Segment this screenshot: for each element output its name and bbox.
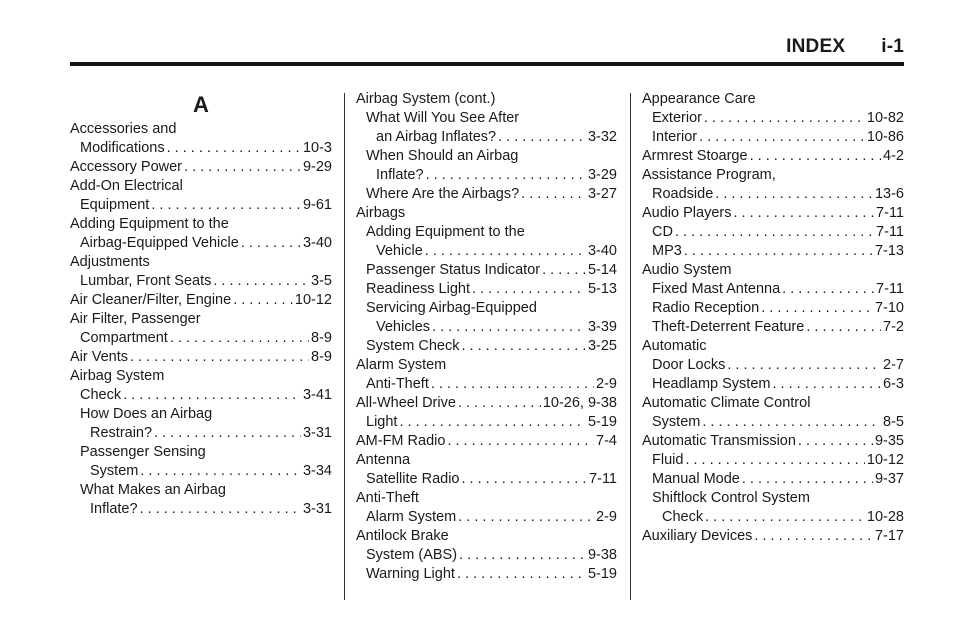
index-entry — [70, 500, 332, 519]
index-entry — [356, 166, 617, 185]
page-reference: 9-37 — [874, 471, 904, 487]
dot-leader — [459, 546, 586, 565]
entry-text: Audio Players — [642, 205, 732, 221]
dot-leader — [458, 394, 541, 413]
dot-leader — [447, 432, 594, 451]
index-entry — [70, 424, 332, 443]
index-entry — [356, 565, 617, 584]
index-heading: Airbag System — [70, 368, 165, 384]
dot-leader — [461, 337, 585, 356]
dot-leader — [184, 158, 301, 177]
entry-text: Manual Mode — [652, 471, 740, 487]
index-entry — [356, 470, 617, 489]
page-reference: 3-40 — [587, 243, 617, 259]
entry-text: Where Are the Airbags? — [366, 186, 520, 202]
entry-text: MP3 — [652, 243, 682, 259]
index-entry — [642, 128, 904, 147]
page-reference: 5-14 — [587, 262, 617, 278]
index-entry — [642, 242, 904, 261]
entry-text: Readiness Light — [366, 281, 470, 297]
index-entry — [642, 470, 904, 489]
entry-text: Armrest Stoarge — [642, 148, 748, 164]
page-reference: 7-11 — [589, 471, 617, 487]
entry-text: Interior — [652, 129, 698, 145]
page-reference: 7-17 — [874, 528, 904, 544]
dot-leader — [685, 451, 864, 470]
page-reference: 5-13 — [587, 281, 617, 297]
index-heading: Appearance Care — [642, 91, 756, 107]
dot-leader — [684, 242, 873, 261]
index-entry — [356, 261, 617, 280]
page-reference: 10-28 — [866, 509, 904, 525]
index-heading: Adjustments — [70, 254, 150, 270]
page-reference: 2-7 — [883, 357, 904, 373]
entry-text: System — [652, 414, 701, 430]
index-heading: Anti-Theft — [356, 490, 419, 506]
entry-text: Inflate? — [90, 501, 138, 517]
page-reference: 8-9 — [311, 349, 332, 365]
index-entry — [356, 508, 617, 527]
entry-text: Vehicles — [376, 319, 431, 335]
entry-text: Theft-Deterrent Feature — [652, 319, 805, 335]
index-column-2 — [356, 90, 617, 584]
page-reference: 3-25 — [587, 338, 617, 354]
index-entry — [356, 185, 617, 204]
entry-text: Fixed Mast Antenna — [652, 281, 781, 297]
index-entry — [642, 299, 904, 318]
entry-text: Fluid — [652, 452, 684, 468]
dot-leader — [704, 109, 865, 128]
index-heading: Adding Equipment to the — [366, 224, 525, 240]
page-reference: 7-11 — [876, 224, 904, 240]
index-heading: Add-On Electrical — [70, 178, 183, 194]
index-column-1 — [70, 90, 332, 519]
entry-text: System (ABS) — [366, 547, 458, 563]
page-header — [786, 36, 904, 58]
entry-text: Roadside — [652, 186, 714, 202]
index-heading: Airbag System (cont.) — [356, 91, 496, 107]
dot-leader — [727, 356, 881, 375]
dot-leader — [431, 375, 594, 394]
dot-leader — [462, 470, 588, 489]
index-entry — [642, 527, 904, 546]
entry-text: AM-FM Radio — [356, 433, 446, 449]
index-entry — [642, 318, 904, 337]
dot-leader — [521, 185, 586, 204]
index-heading: Airbags — [356, 205, 406, 221]
page-reference: 8-9 — [311, 330, 332, 346]
index-entry — [642, 451, 904, 470]
page-reference: 3-41 — [302, 387, 332, 403]
dot-leader — [705, 508, 865, 527]
page-reference: 3-32 — [587, 129, 617, 145]
index-entry — [70, 386, 332, 405]
dot-leader — [782, 280, 874, 299]
entry-text: Equipment — [80, 197, 150, 213]
dot-leader — [123, 386, 301, 405]
dot-leader — [167, 139, 301, 158]
page-reference: 3-40 — [302, 235, 332, 251]
dot-leader — [213, 272, 309, 291]
entry-text: Air Vents — [70, 349, 129, 365]
dot-leader — [457, 565, 586, 584]
page-reference: 7-10 — [874, 300, 904, 316]
page-reference: 9-38 — [587, 547, 617, 563]
page-reference: 8-5 — [883, 414, 904, 430]
entry-text: Restrain? — [90, 425, 153, 441]
entry-text: Check — [662, 509, 704, 525]
dot-leader — [425, 242, 586, 261]
index-entry — [356, 546, 617, 565]
index-entry — [356, 375, 617, 394]
index-heading: When Should an Airbag — [366, 148, 519, 164]
entry-text: Airbag-Equipped Vehicle — [80, 235, 239, 251]
dot-leader — [702, 413, 881, 432]
index-entry — [70, 158, 332, 177]
page-reference: 4-2 — [883, 148, 904, 164]
index-column-3 — [642, 90, 904, 546]
page-reference: 2-9 — [596, 376, 617, 392]
dot-leader — [733, 204, 874, 223]
page-reference: 5-19 — [587, 414, 617, 430]
page-reference: 10-12 — [866, 452, 904, 468]
header-rule — [70, 62, 904, 66]
dot-leader — [241, 234, 301, 253]
entry-text: Anti-Theft — [366, 376, 429, 392]
page-reference: 10-82 — [866, 110, 904, 126]
index-entry — [356, 432, 617, 451]
index-heading: Passenger Sensing — [80, 444, 206, 460]
index-heading: Servicing Airbag-Equipped — [366, 300, 537, 316]
dot-leader — [498, 128, 586, 147]
page-reference: 5-19 — [587, 566, 617, 582]
index-entry — [70, 196, 332, 215]
dot-leader — [233, 291, 293, 310]
entry-text: an Airbag Inflates? — [376, 129, 497, 145]
entry-text: Automatic Transmission — [642, 433, 796, 449]
entry-text: System Check — [366, 338, 460, 354]
page-reference: 7-4 — [596, 433, 617, 449]
index-heading: Assistance Program, — [642, 167, 776, 183]
dot-leader — [458, 508, 594, 527]
column-divider — [344, 93, 345, 600]
entry-text: CD — [652, 224, 673, 240]
index-entry — [642, 432, 904, 451]
entry-text: Auxiliary Devices — [642, 528, 753, 544]
index-title: INDEX — [786, 36, 846, 57]
dot-leader — [154, 424, 301, 443]
entry-text: Door Locks — [652, 357, 726, 373]
dot-leader — [742, 470, 873, 489]
dot-leader — [130, 348, 309, 367]
index-entry — [642, 109, 904, 128]
page-reference: 7-11 — [876, 281, 904, 297]
index-entry — [356, 413, 617, 432]
index-heading: Adding Equipment to the — [70, 216, 229, 232]
dot-leader — [750, 147, 881, 166]
index-entry — [642, 356, 904, 375]
index-entry — [642, 413, 904, 432]
page-reference: 9-35 — [874, 433, 904, 449]
dot-leader — [140, 462, 301, 481]
entry-text: Satellite Radio — [366, 471, 460, 487]
entry-text: Light — [366, 414, 398, 430]
page-reference: 3-31 — [302, 501, 332, 517]
page-number: i-1 — [881, 36, 904, 57]
dot-leader — [151, 196, 301, 215]
page-reference: 3-29 — [587, 167, 617, 183]
index-heading: What Makes an Airbag — [80, 482, 226, 498]
index-heading: Accessories and — [70, 121, 177, 137]
dot-leader — [399, 413, 586, 432]
index-entry — [642, 508, 904, 527]
entry-text: Passenger Status Indicator — [366, 262, 541, 278]
index-entry — [70, 139, 332, 158]
dot-leader — [754, 527, 873, 546]
index-heading: How Does an Airbag — [80, 406, 213, 422]
entry-text: System — [90, 463, 139, 479]
entry-text: Air Cleaner/Filter, Engine — [70, 292, 232, 308]
entry-text: All-Wheel Drive — [356, 395, 456, 411]
index-entry — [70, 234, 332, 253]
index-entry — [356, 394, 617, 413]
dot-leader — [798, 432, 873, 451]
dot-leader — [761, 299, 873, 318]
index-entry — [356, 242, 617, 261]
page-reference: 9-61 — [302, 197, 332, 213]
index-heading: What Will You See After — [366, 110, 520, 126]
page-reference: 10-3 — [302, 140, 332, 156]
index-entry — [70, 329, 332, 348]
entry-text: Accessory Power — [70, 159, 183, 175]
index-heading: Automatic Climate Control — [642, 395, 811, 411]
index-heading: Antilock Brake — [356, 528, 449, 544]
index-entry — [356, 280, 617, 299]
column-divider — [630, 93, 631, 600]
index-heading: Shiftlock Control System — [652, 490, 810, 506]
page-reference: 10-86 — [866, 129, 904, 145]
index-entry — [70, 462, 332, 481]
dot-leader — [170, 329, 309, 348]
entry-text: Lumbar, Front Seats — [80, 273, 212, 289]
entry-text: Check — [80, 387, 122, 403]
page-reference: 3-27 — [587, 186, 617, 202]
index-entry — [356, 337, 617, 356]
dot-leader — [675, 223, 874, 242]
index-entry — [70, 291, 332, 310]
index-entry — [642, 223, 904, 242]
index-entry — [356, 318, 617, 337]
page-reference: 3-5 — [311, 273, 332, 289]
index-entry — [642, 280, 904, 299]
dot-leader — [426, 166, 586, 185]
page-reference: 7-11 — [876, 205, 904, 221]
entry-text: Vehicle — [376, 243, 423, 259]
index-entry — [642, 375, 904, 394]
index-heading: Audio System — [642, 262, 732, 278]
entry-text: Inflate? — [376, 167, 424, 183]
dot-leader — [715, 185, 873, 204]
section-letter: A — [193, 92, 209, 117]
index-entry — [642, 147, 904, 166]
index-heading: Antenna — [356, 452, 411, 468]
dot-leader — [140, 500, 301, 519]
entry-text: Modifications — [80, 140, 165, 156]
dot-leader — [542, 261, 586, 280]
entry-text: Compartment — [80, 330, 168, 346]
page-reference: 10-26, 9-38 — [542, 395, 617, 411]
index-entry — [642, 204, 904, 223]
page-reference: 7-13 — [874, 243, 904, 259]
entry-text: Radio Reception — [652, 300, 760, 316]
page-reference: 3-39 — [587, 319, 617, 335]
page-reference: 6-3 — [883, 376, 904, 392]
dot-leader — [772, 375, 881, 394]
page-reference: 2-9 — [596, 509, 617, 525]
dot-leader — [472, 280, 586, 299]
page-reference: 10-12 — [294, 292, 332, 308]
entry-text: Warning Light — [366, 566, 455, 582]
dot-leader — [806, 318, 881, 337]
index-entry — [70, 272, 332, 291]
index-entry — [356, 128, 617, 147]
index-heading: Automatic — [642, 338, 707, 354]
entry-text: Headlamp System — [652, 376, 771, 392]
dot-leader — [432, 318, 586, 337]
index-heading: Air Filter, Passenger — [70, 311, 201, 327]
dot-leader — [699, 128, 865, 147]
page-reference: 3-34 — [302, 463, 332, 479]
index-entry — [70, 348, 332, 367]
page-reference: 3-31 — [302, 425, 332, 441]
page-reference: 9-29 — [302, 159, 332, 175]
index-heading: Alarm System — [356, 357, 447, 373]
entry-text: Exterior — [652, 110, 702, 126]
page-reference: 7-2 — [883, 319, 904, 335]
index-entry — [642, 185, 904, 204]
entry-text: Alarm System — [366, 509, 457, 525]
page-reference: 13-6 — [874, 186, 904, 202]
